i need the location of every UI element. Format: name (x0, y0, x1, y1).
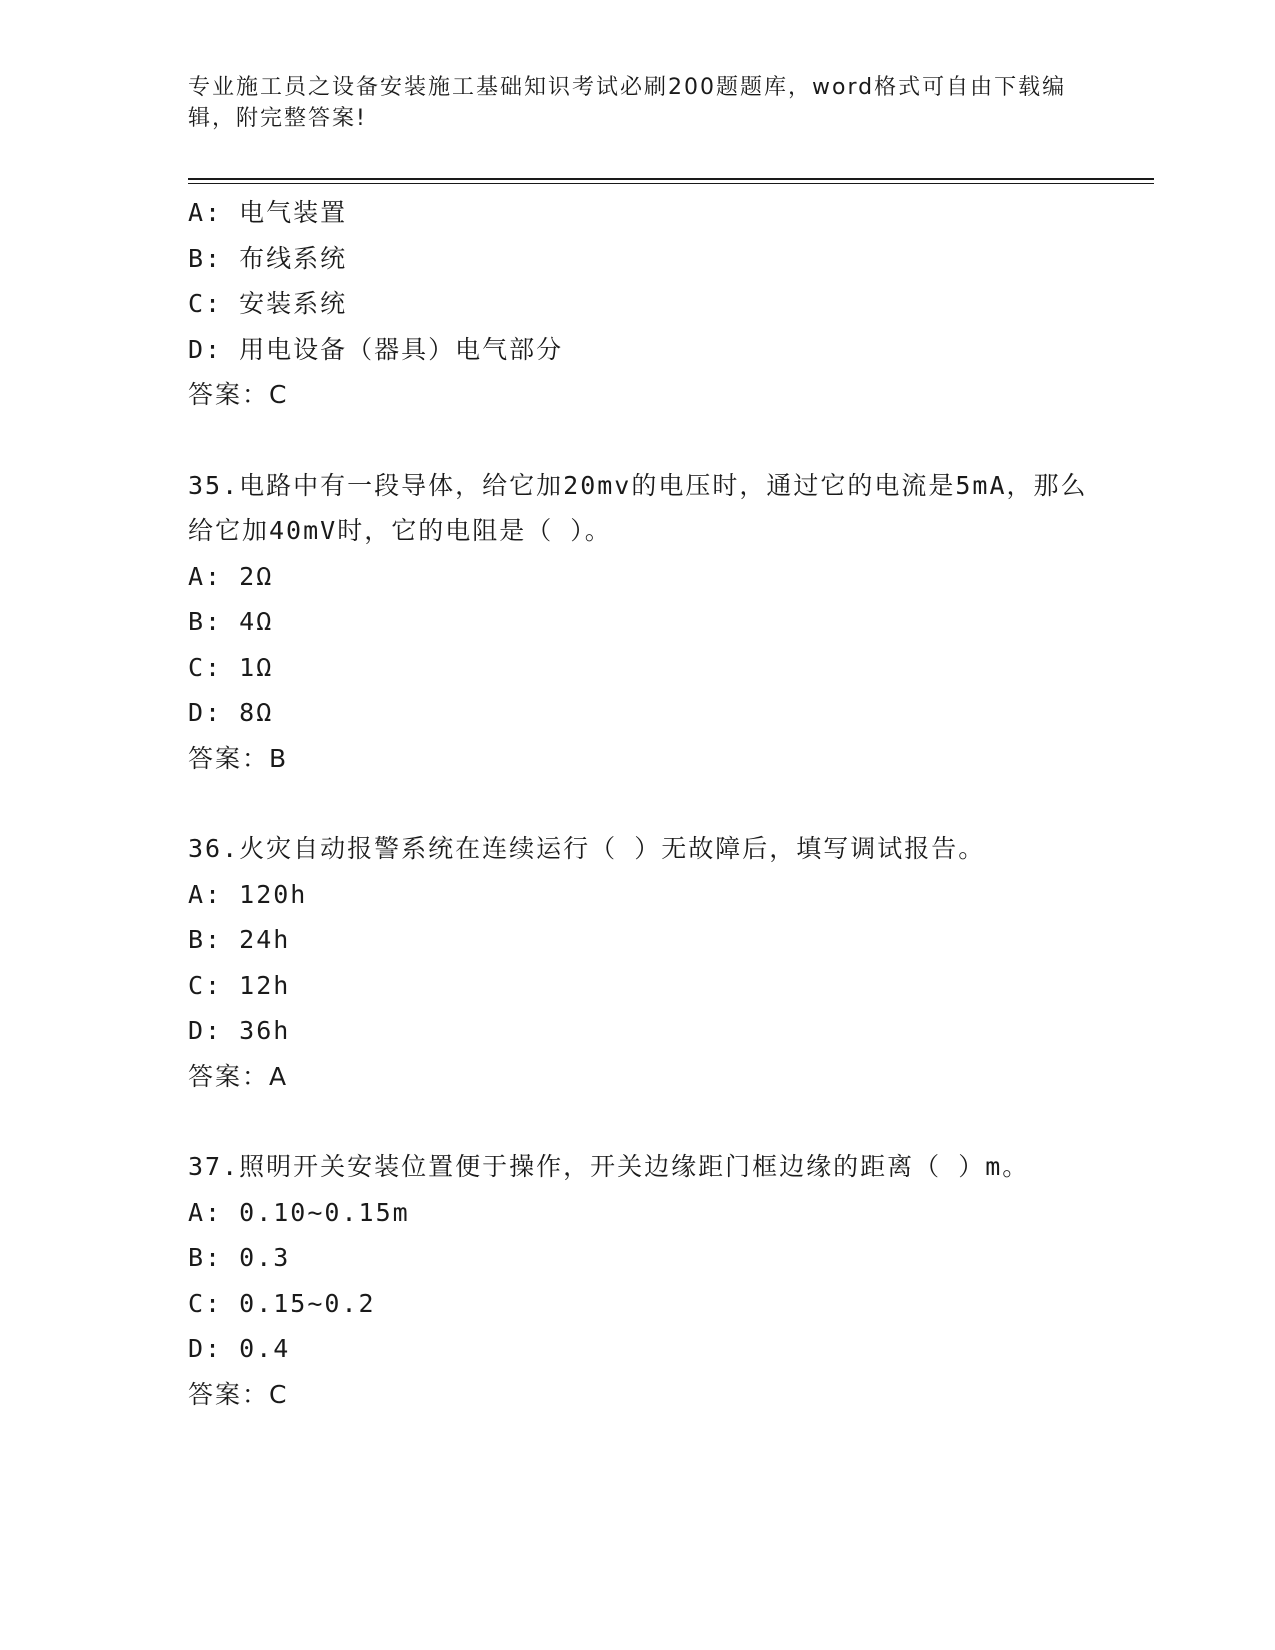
option-b: B: 24h (188, 925, 291, 954)
answer-line: 答案：A (188, 1061, 289, 1091)
header-divider-thin (188, 183, 1154, 184)
spacer (188, 1099, 1128, 1144)
document-title: 专业施工员之设备安装施工基础知识考试必刷200题题库，word格式可自由下载编辑，附完整答案! (188, 75, 1067, 131)
option-b: B: 4Ω (188, 607, 274, 636)
page-header (188, 72, 1088, 134)
answer-line: 答案：B (188, 743, 289, 773)
option-a: A: 2Ω (188, 561, 274, 591)
option-d: D: 用电设备（器具）电气部分 (188, 334, 564, 364)
question-stem: 37.照明开关安装位置便于操作，开关边缘距门框边缘的距离（ ）m。 (188, 1152, 1030, 1181)
option-b: B: 布线系统 (188, 243, 348, 273)
option-a: A: 0.10~0.15m (188, 1197, 410, 1227)
answer-line: 答案：C (188, 1379, 289, 1409)
answer-line: 答案：C (188, 380, 289, 409)
option-d: D: 36h (188, 1016, 291, 1045)
option-d: D: 8Ω (188, 698, 274, 727)
question-block (188, 1144, 1128, 1417)
option-b: B: 0.3 (188, 1243, 291, 1272)
spacer (188, 418, 1128, 463)
question-stem: 36.火灾自动报警系统在连续运行（ ）无故障后，填写调试报告。 (188, 834, 986, 863)
header-divider (188, 178, 1154, 180)
question-block (188, 190, 1128, 418)
spacer (188, 781, 1128, 826)
question-stem: 35.电路中有一段导体，给它加20mv的电压时，通过它的电流是5mA，那么给它加40mV时，它的电阻是（ ）。 (188, 470, 1088, 545)
option-c: C: 安装系统 (188, 289, 348, 318)
question-block (188, 463, 1128, 782)
option-d: D: 0.4 (188, 1334, 291, 1363)
option-c: C: 1Ω (188, 652, 274, 682)
option-a: A: 电气装置 (188, 198, 348, 227)
option-a: A: 120h (188, 879, 308, 909)
option-c: C: 12h (188, 970, 291, 1000)
document-body (188, 190, 1128, 1417)
question-block (188, 826, 1128, 1099)
option-c: C: 0.15~0.2 (188, 1288, 376, 1318)
